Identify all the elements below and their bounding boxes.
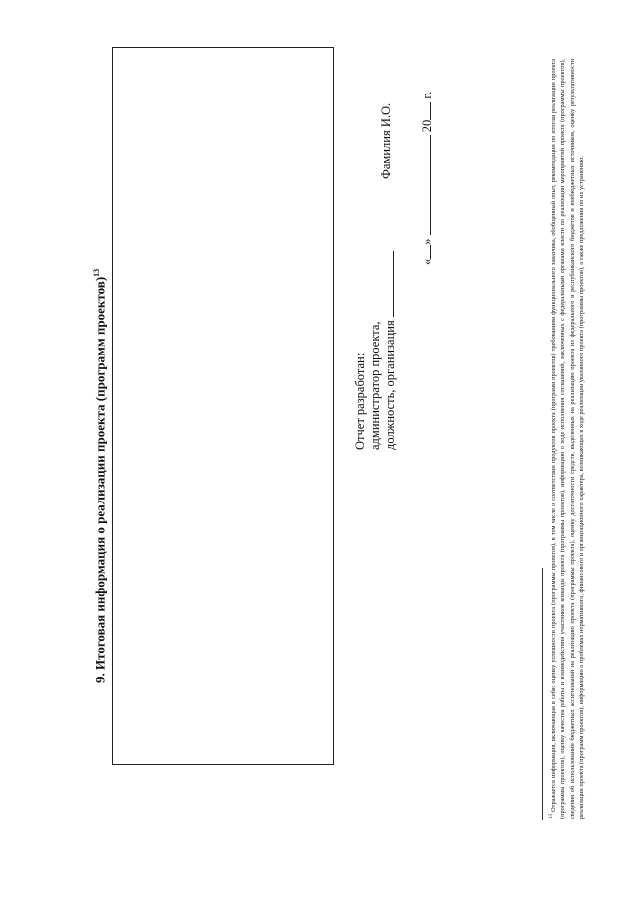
day-blank xyxy=(420,245,431,259)
date-close-quote: » xyxy=(420,238,434,245)
report-position-label: должность, организация xyxy=(383,320,397,450)
date-open-quote: « xyxy=(420,258,434,265)
content-box xyxy=(112,47,334,765)
year-blank xyxy=(420,102,431,120)
footnote-ref: 13 xyxy=(92,268,101,277)
report-block xyxy=(353,251,398,450)
footnote-rule xyxy=(542,568,543,820)
footnote-marker: 13 xyxy=(549,814,554,819)
section-heading xyxy=(92,269,108,683)
report-line-2: администратор проекта, xyxy=(368,321,382,450)
month-blank xyxy=(420,135,431,235)
date-line xyxy=(420,92,435,265)
year-suffix: г. xyxy=(420,91,434,99)
section-title: Итоговая информация о реализации проекта (программ проектов) xyxy=(92,276,108,670)
section-number: 9. xyxy=(92,673,108,683)
year-prefix: 20 xyxy=(420,119,434,133)
report-line-1: Отчет разработан: xyxy=(353,352,367,450)
footnote-text: Отражается информация, включающая в себя: оценку успешности проекта (программы проектов), в том числе о соответствии продуктов проекта (программ проектов) требованиям функционального заказчика, обобщенный опыт, рекомендации по итогам реализации проекта (программы проектов), оценку качества работы и взаимодействия участников команды проекта (программы проектов), информацию о ходе исполнения соглашений, заключенных с федеральными органами власти по реализации мероприятий проекта (программы проектов), сведения об использовании бюджетных ассигнований на реализацию проекта (программы проекта), оценку достаточности средств, выделенных на реализацию проекта из федерального и республиканского бюджетов и внебюджетных источников, оценку результативности реализации проекта (программ проектов), информацию о проблемах нормативного, финансового и организационного характера, возникающих в ходе реализации указанного проекта (программы проектов), а также предложения по их устранению. xyxy=(550,58,585,819)
signature-line xyxy=(383,251,394,317)
signer-name: Фамилия И.О. xyxy=(379,102,393,179)
footnote xyxy=(547,59,586,819)
report-line-3 xyxy=(383,251,398,450)
